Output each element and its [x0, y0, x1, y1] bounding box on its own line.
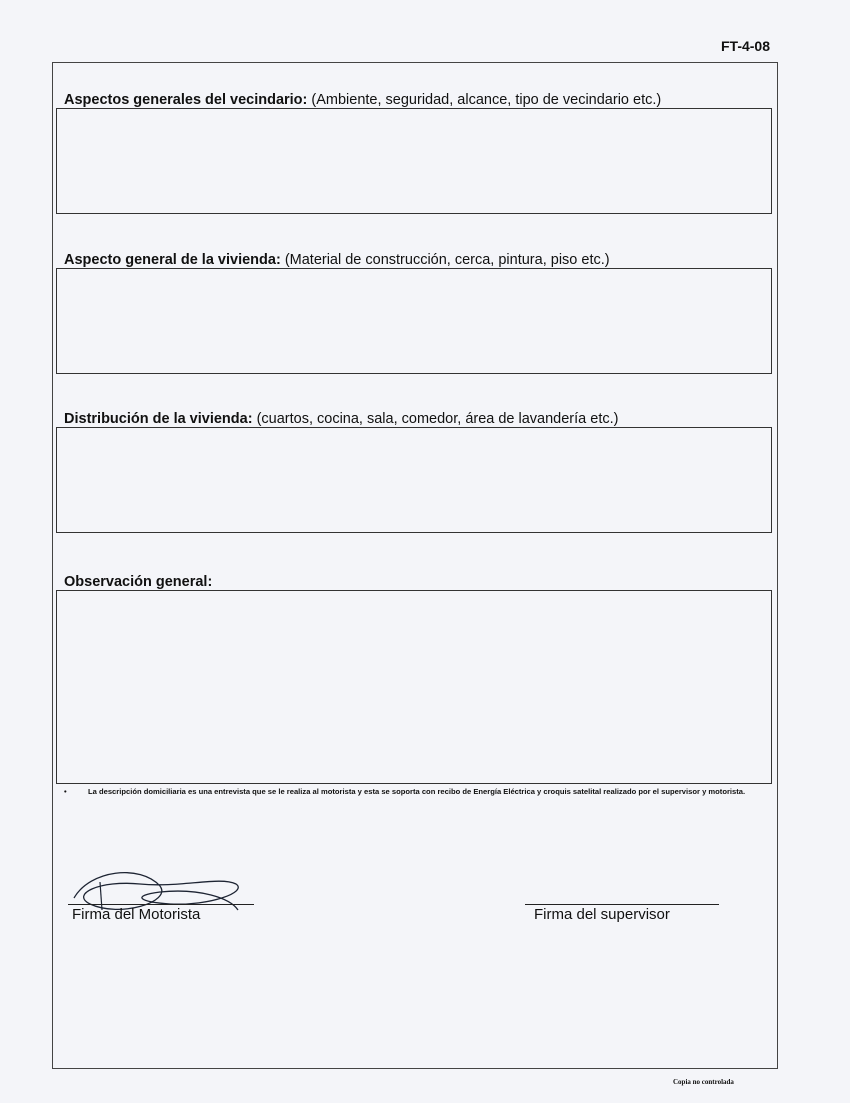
section-title: Observación general:: [64, 574, 213, 590]
section-hint: (Material de construcción, cerca, pintura, piso etc.): [284, 252, 610, 268]
section-observation-box[interactable]: [56, 590, 772, 784]
section-title: Aspectos generales del vecindario:: [64, 92, 308, 108]
section-housing-heading: [64, 252, 610, 268]
section-neighborhood-box[interactable]: [56, 108, 772, 214]
section-title: Distribución de la vivienda:: [64, 411, 253, 427]
section-hint: (cuartos, cocina, sala, comedor, área de lavandería etc.): [256, 411, 619, 427]
section-distribution-heading: [64, 411, 618, 427]
supervisor-signature-label: Firma del supervisor: [534, 906, 670, 923]
supervisor-signature-line: [525, 904, 719, 905]
footnote-text: La descripción domiciliaria es una entrevista que se le realiza al motorista y esta se soporta con recibo de Energía Eléctrica y croquis satelital realizado por el supervisor y motorista.: [88, 787, 746, 796]
motorista-signature-line: [68, 904, 254, 905]
section-observation-heading: [64, 574, 212, 590]
uncontrolled-copy-label: Copia no controlada: [673, 1078, 734, 1086]
section-housing-box[interactable]: [56, 268, 772, 374]
section-title: Aspecto general de la vivienda:: [64, 252, 281, 268]
section-hint: (Ambiente, seguridad, alcance, tipo de vecindario etc.): [311, 92, 662, 108]
motorista-signature-label: Firma del Motorista: [72, 906, 201, 923]
section-distribution-box[interactable]: [56, 427, 772, 533]
document-code: FT-4-08: [720, 38, 770, 54]
footnote-bullet: •: [64, 787, 67, 796]
section-neighborhood-heading: [64, 92, 661, 108]
